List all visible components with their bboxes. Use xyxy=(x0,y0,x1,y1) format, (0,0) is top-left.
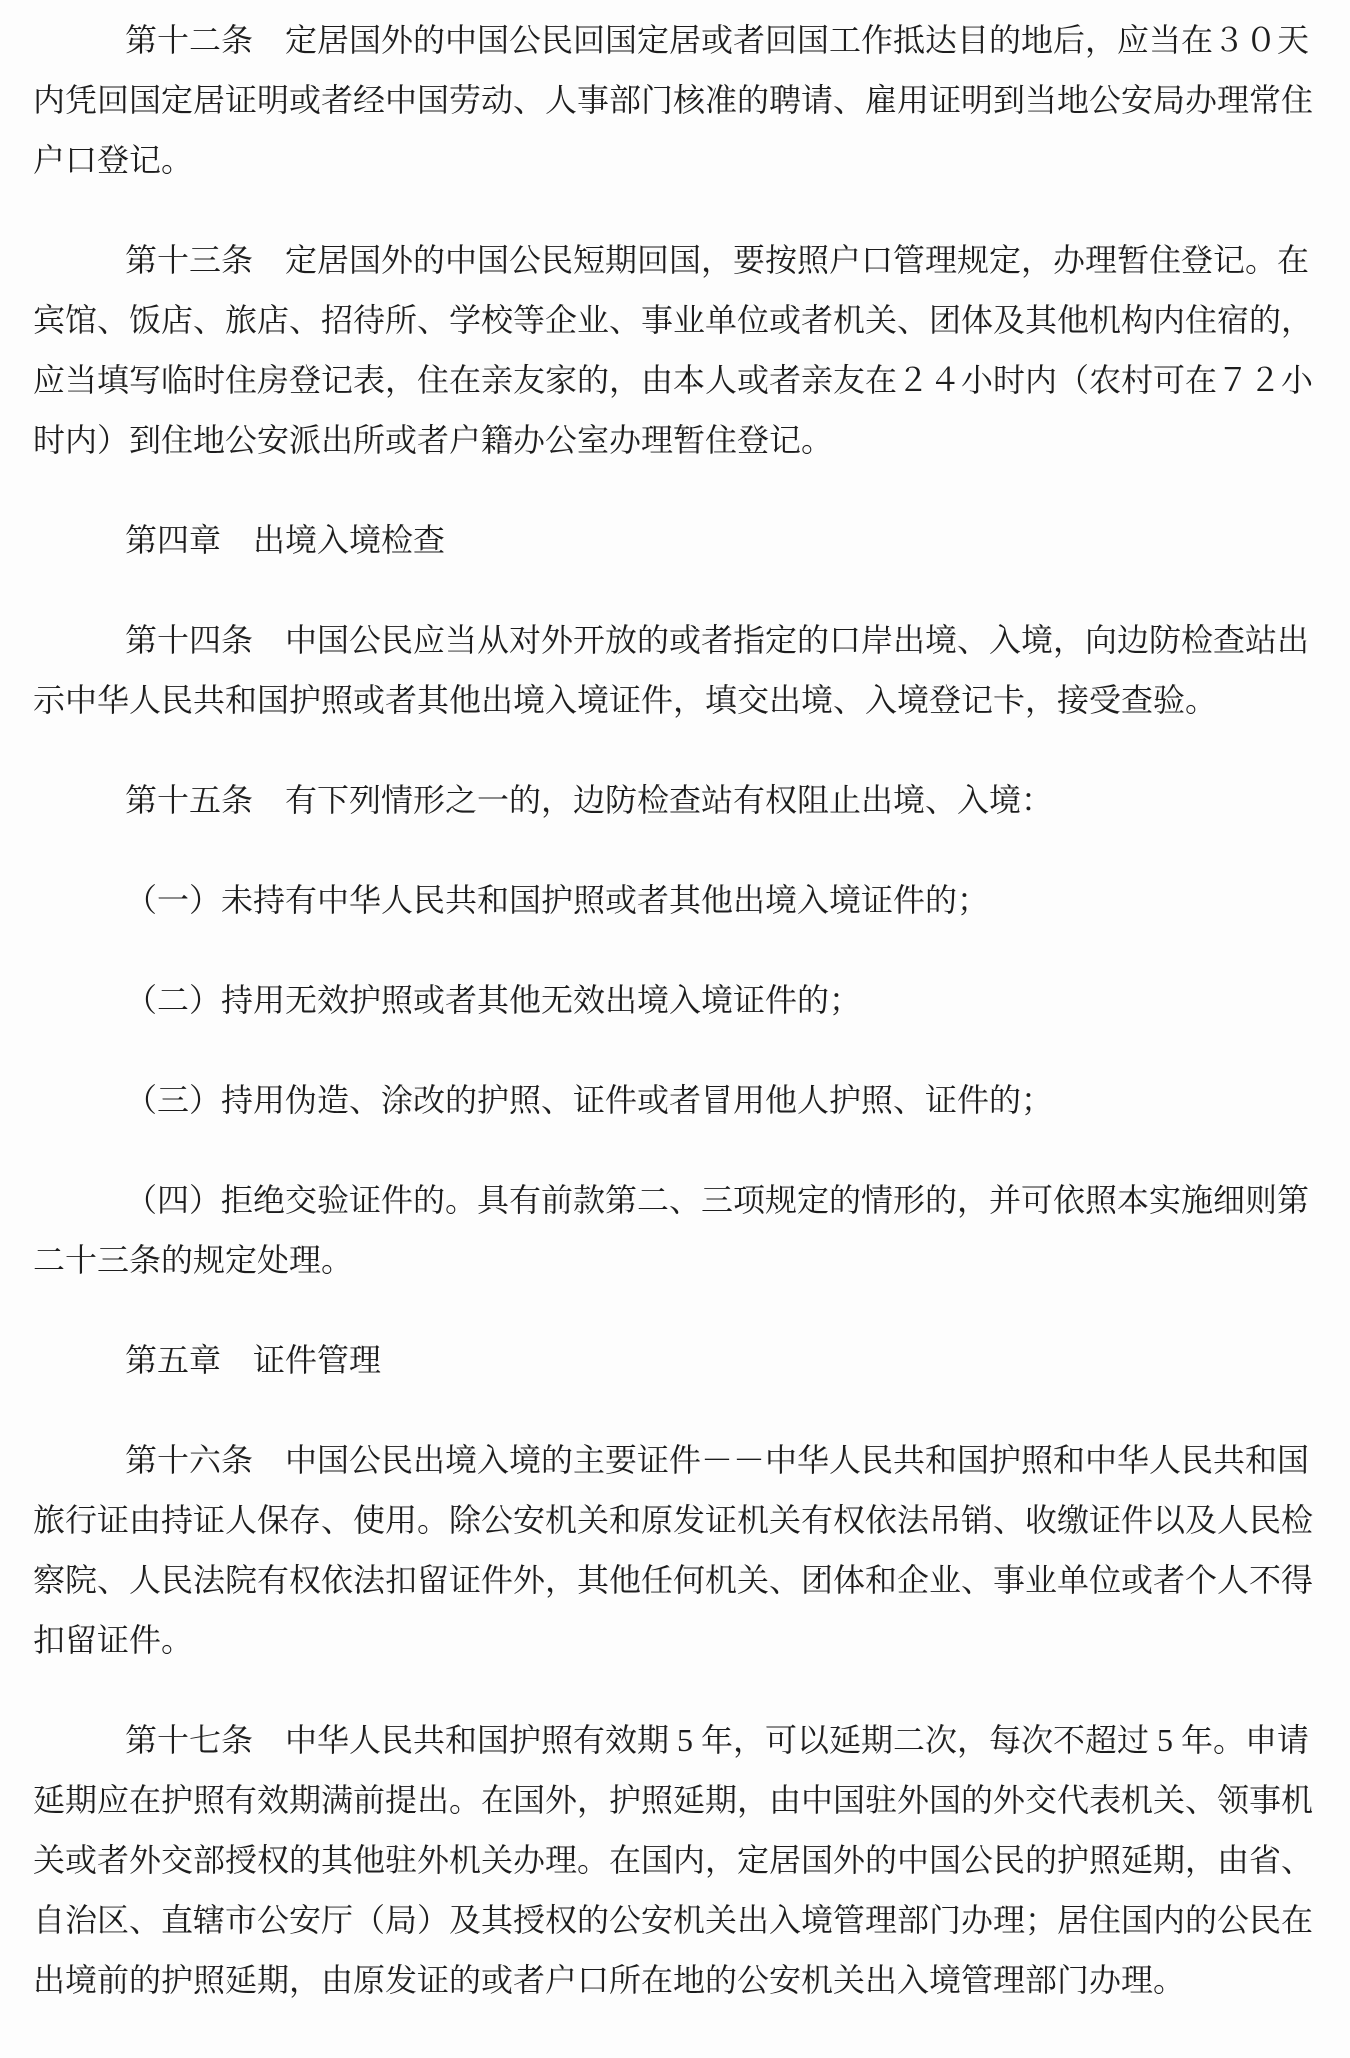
article-paragraph: 第十五条 有下列情形之一的，边防检查站有权阻止出境、入境： xyxy=(125,782,1054,818)
enumerated-item-paragraph: （一）未持有中华人民共和国护照或者其他出境入境证件的； xyxy=(125,882,990,918)
article-paragraph: 第十七条 中华人民共和国护照有效期 5 年，可以延期二次，每次不超过 5 年。申请延期应在护照有效期满前提出。在国外，护照延期，由中国驻外国的外交代表机关、领事机关或者外交部授权的其他驻外机关办理。在国内，定居国外的中国公民的护照延期，由省、自治区、直辖市公安厅（局）及其授权的公安机关出入境管理部门办理；居住国内的公民在出境前的护照延期，由原发证的或者户口所在地的公安机关出入境管理部门办理。 xyxy=(33,1722,1314,1998)
enumerated-item-paragraph: （三）持用伪造、涂改的护照、证件或者冒用他人护照、证件的； xyxy=(125,1082,1054,1118)
article-paragraph: 第十四条 中国公民应当从对外开放的或者指定的口岸出境、入境，向边防检查站出示中华人民共和国护照或者其他出境入境证件，填交出境、入境登记卡，接受查验。 xyxy=(33,622,1310,718)
chapter-heading: 第四章 出境入境检查 xyxy=(125,522,446,558)
enumerated-item-paragraph: （二）持用无效护照或者其他无效出境入境证件的； xyxy=(125,982,862,1018)
article-paragraph: 第十三条 定居国外的中国公民短期回国，要按照户口管理规定，办理暂住登记。在宾馆、饭店、旅店、招待所、学校等企业、事业单位或者机关、团体及其他机构内住宿的，应当填写临时住房登记表，住在亲友家的，由本人或者亲友在２４小时内（农村可在７２小时内）到住地公安派出所或者户籍办公室办理暂住登记。 xyxy=(33,242,1314,458)
chapter-heading: 第五章 证件管理 xyxy=(125,1342,382,1378)
article-paragraph: 第十六条 中国公民出境入境的主要证件－－中华人民共和国护照和中华人民共和国旅行证由持证人保存、使用。除公安机关和原发证机关有权依法吊销、收缴证件以及人民检察院、人民法院有权依法扣留证件外，其他任何机关、团体和企业、事业单位或者个人不得扣留证件。 xyxy=(33,1442,1314,1658)
article-paragraph: 第十二条 定居国外的中国公民回国定居或者回国工作抵达目的地后，应当在３０天内凭回国定居证明或者经中国劳动、人事部门核准的聘请、雇用证明到当地公安局办理常住户口登记。 xyxy=(33,22,1314,178)
document-body xyxy=(33,10,1317,2010)
enumerated-item-paragraph: （四）拒绝交验证件的。具有前款第二、三项规定的情形的，并可依照本实施细则第二十三条的规定处理。 xyxy=(33,1182,1310,1278)
